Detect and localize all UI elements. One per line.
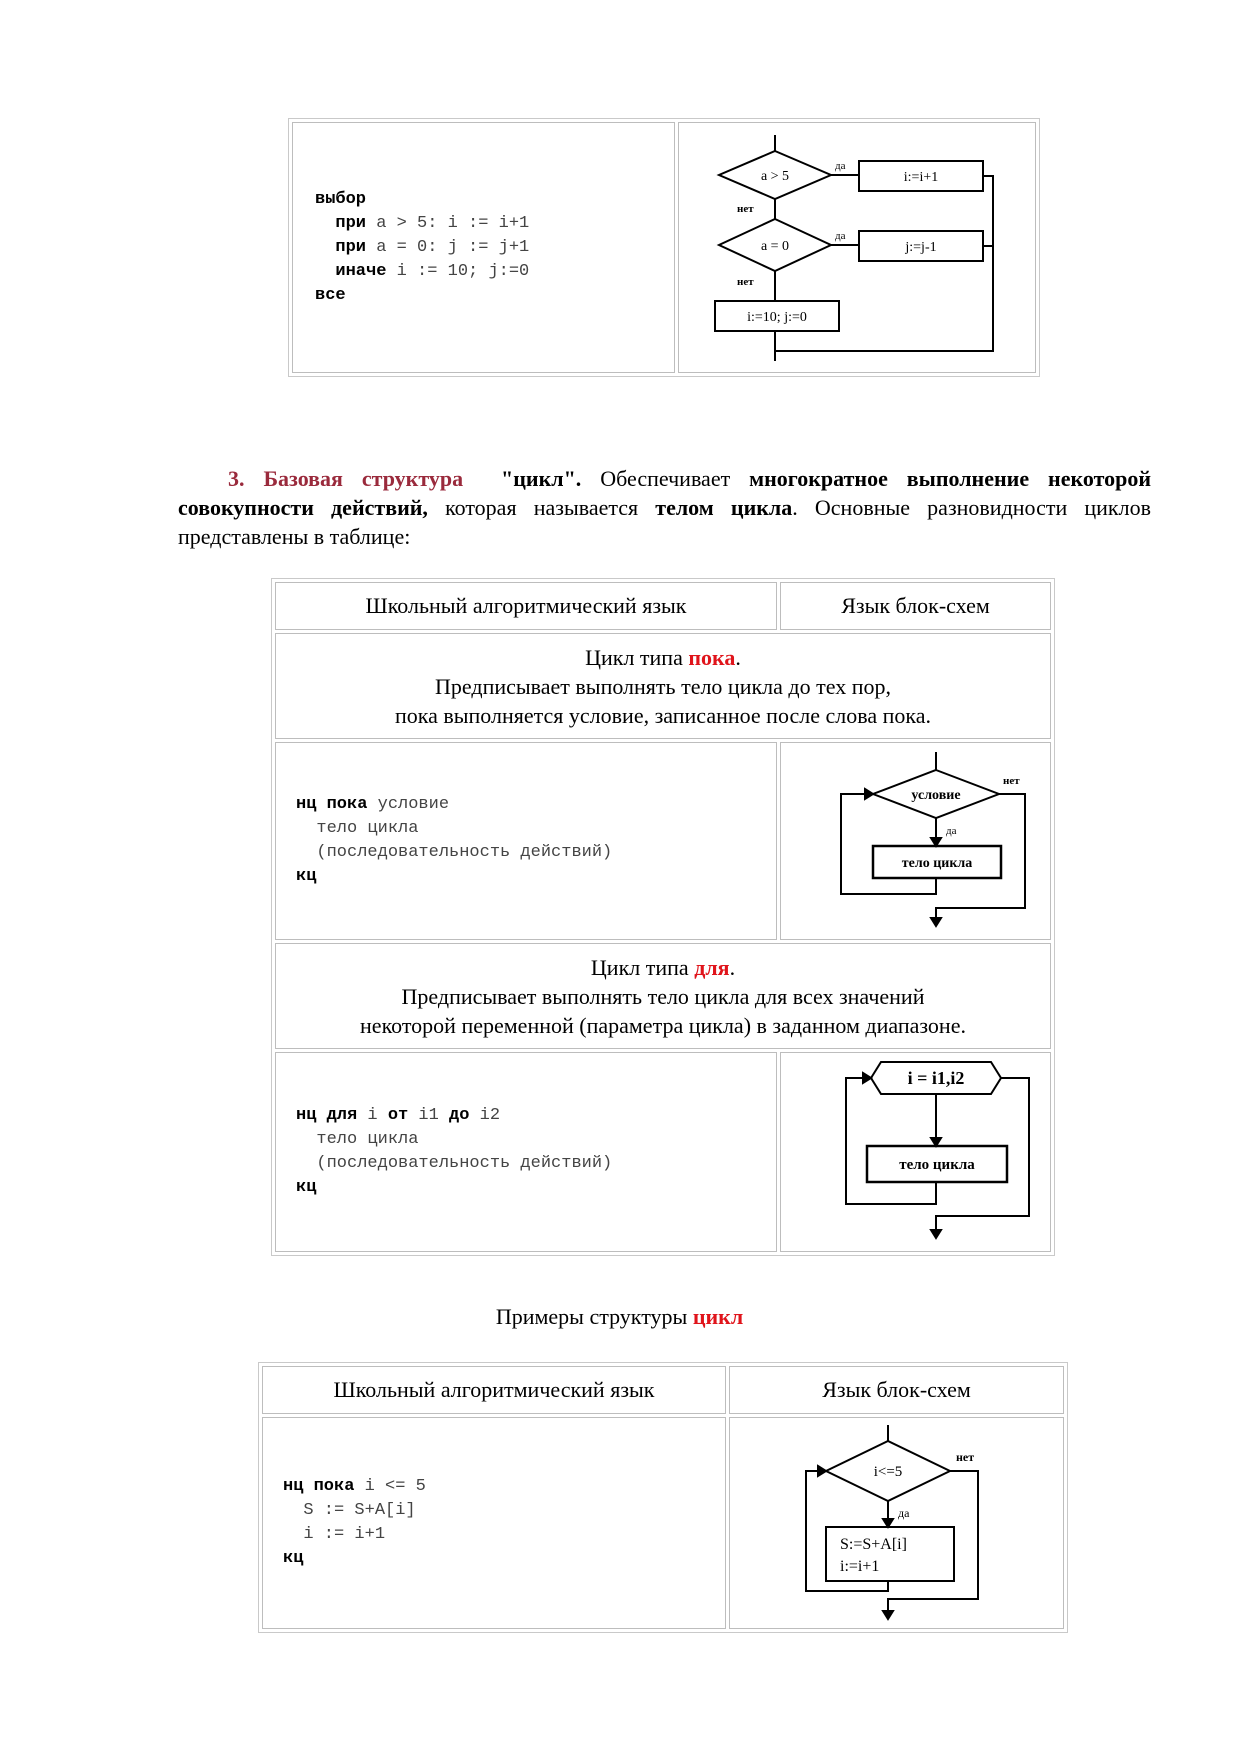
example-cond: i<=5 [873,1463,902,1480]
section-number: 3. [228,466,245,491]
example-table [258,1362,1068,1633]
select-yes2: да [835,230,846,242]
for-description: Цикл типа для. Предписывает выполнять тело цикла для всех значений некоторой переменной (параметра цикла) в заданном диапазоне. [275,943,1051,1049]
section-title: Базовая структура [263,466,464,491]
section-bold-2: телом цикла [655,495,793,520]
example-body2: i:=i+1 [839,1557,879,1575]
example-code-cell [262,1417,726,1629]
section-text-3: . Основные разновидности циклов представлены в таблице: [178,495,1151,549]
for-code-cell [275,1052,777,1252]
while-cond: условие [910,787,961,803]
example-header-lang: Школьный алгоритмический язык [262,1366,726,1414]
header-flow: Язык блок-схем [780,582,1051,630]
for-keyword: для [694,954,730,980]
select-code-cell [292,122,675,373]
section-bold-1: многократное выполнение некоторой совокупности действий, [178,466,1152,520]
select-no2: нет [737,276,754,288]
for-code: нц для i от i1 до i2 тело цикла (последовательность действий) кц [296,1106,613,1197]
while-yes: да [945,824,956,837]
for-flowchart [801,1054,1031,1246]
while-code: нц пока условие тело цикла (последовательность действий) кц [296,795,613,886]
select-flowchart [679,123,1035,367]
section-text-1: Обеспечивает [581,466,750,491]
example-header-flow: Язык блок-схем [729,1366,1064,1414]
for-diagram-cell [780,1052,1051,1252]
example-diagram-cell [729,1417,1064,1629]
examples-caption: Примеры структуры цикл [495,1304,744,1329]
for-body: тело цикла [898,1156,975,1173]
section-quoted: "цикл". [501,466,582,491]
select-act1: i:=i+1 [903,170,939,185]
select-cond1: a > 5 [760,169,790,184]
examples-caption-keyword: цикл [692,1304,744,1329]
select-code: выбор при a > 5: i := i+1 при a = 0: j := j+1 иначе i := 10; j:=0 все [315,189,530,305]
loop-types-table [271,578,1055,1256]
select-no1: нет [737,203,754,215]
select-act2: j:=j-1 [905,240,937,255]
example-body1: S:=S+A[i] [839,1535,907,1553]
select-cond2: a = 0 [760,239,790,254]
header-lang: Школьный алгоритмический язык [275,582,777,630]
example-yes: да [897,1505,909,1520]
example-no: нет [955,1449,974,1464]
example-code: нц пока i <= 5 S := S+A[i] i := i+1 кц [283,1477,426,1568]
select-diagram-cell [678,122,1036,373]
for-param: i = i1,i2 [907,1067,964,1088]
select-act3: i:=10; j:=0 [747,310,807,325]
while-keyword: пока [688,644,736,670]
while-diagram-cell [780,742,1051,940]
while-no: нет [1002,774,1020,787]
section-paragraph [178,464,1151,551]
select-yes1: да [835,160,846,172]
while-description: Цикл типа пока. Предписывает выполнять тело цикла до тех пор, пока выполняется условие, записанное после слова пока. [275,633,1051,739]
while-flowchart [801,744,1031,934]
select-example-table [288,118,1040,377]
while-body: тело цикла [901,855,972,871]
section-text-2: которая называется [427,495,656,520]
while-code-cell [275,742,777,940]
example-flowchart [792,1421,1002,1621]
